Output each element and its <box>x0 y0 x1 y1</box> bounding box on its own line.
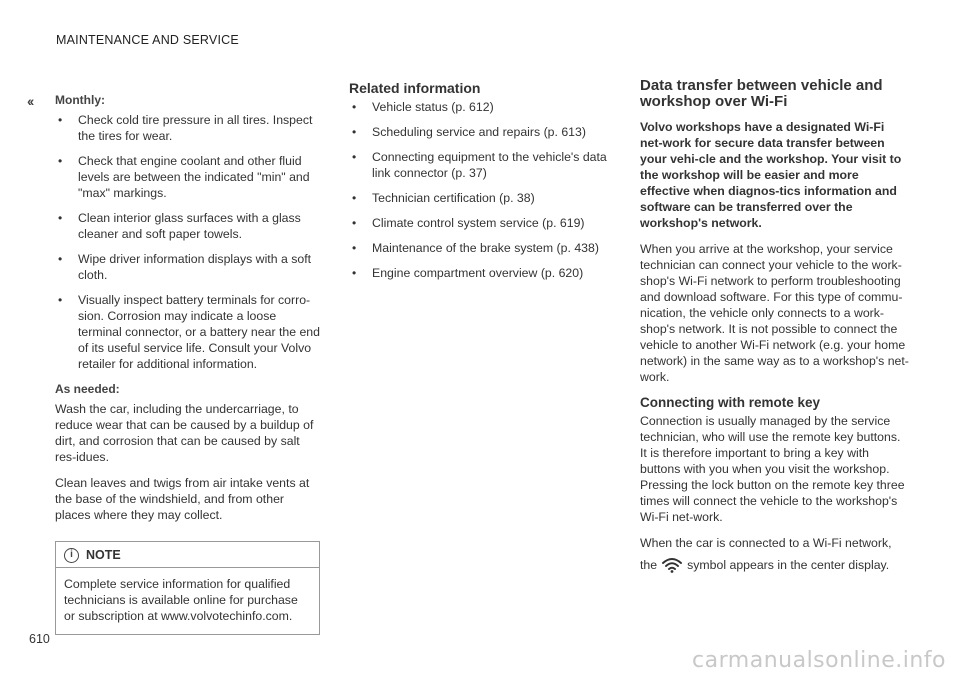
related-link-text[interactable]: Technician certification (p. 38) <box>372 191 535 205</box>
related-link[interactable] <box>349 240 607 256</box>
continued-mark: ‹‹ <box>27 93 33 109</box>
intro-paragraph: Volvo workshops have a designated Wi-Fi net-work for secure data transfer between your vehi-cle and the workshop. Your visit to the workshop will be easier and more effective when diagnos-tics information and software can be transferred over the workshop's network. <box>640 120 902 230</box>
column-middle <box>349 80 607 290</box>
related-link-text[interactable]: Climate control system service (p. 619) <box>372 216 585 230</box>
list-item <box>55 251 320 283</box>
related-link-text[interactable]: Vehicle status (p. 612) <box>372 100 494 114</box>
wifi-line-suffix: symbol appears in the center display. <box>687 558 890 572</box>
wifi-line-prefix: the <box>640 558 658 572</box>
as-needed-heading: As needed: <box>55 382 120 396</box>
related-link[interactable] <box>349 265 607 281</box>
as-needed-paragraph-1: Wash the car, including the undercarriage, to reduce wear that can be caused by a buildup of dirt, and corrosion that can be caused by salt res-idues. <box>55 402 314 464</box>
list-item <box>55 210 320 242</box>
bullet: • <box>352 241 357 255</box>
monthly-heading: Monthly: <box>55 93 105 107</box>
as-needed-paragraph-2: Clean leaves and twigs from air intake vents at the base of the windshield, and from other places where they may collect. <box>55 476 310 522</box>
monthly-list <box>55 112 320 372</box>
list-item <box>55 292 320 372</box>
list-item-text: Clean interior glass surfaces with a glass cleaner and soft paper towels. <box>78 211 301 241</box>
list-item-text: Check cold tire pressure in all tires. Inspect the tires for wear. <box>78 113 313 143</box>
bullet: • <box>58 211 63 225</box>
related-link-text[interactable]: Engine compartment overview (p. 620) <box>372 266 584 280</box>
related-links-list <box>349 99 607 281</box>
list-item-text: Check that engine coolant and other fluid levels are between the indicated "min" and "max" markings. <box>78 154 310 200</box>
related-link-text[interactable]: Scheduling service and repairs (p. 613) <box>372 125 586 139</box>
info-icon: i <box>64 548 79 563</box>
paragraph-remote-key: Connection is usually managed by the service technician, who will use the remote key buttons. It is therefore important to bring a key with buttons with you when you visit the workshop. Pressing the lock button on the remote key three times will connect the vehicle to the workshop's Wi-Fi net-work. <box>640 414 905 524</box>
bullet: • <box>352 191 357 205</box>
list-item <box>55 112 320 144</box>
related-link[interactable] <box>349 124 607 140</box>
column-left <box>55 92 320 635</box>
related-link[interactable] <box>349 99 607 115</box>
bullet: • <box>352 100 357 114</box>
bullet: • <box>58 154 63 168</box>
bullet: • <box>352 125 357 139</box>
list-item-text: Visually inspect battery terminals for corro-sion. Corrosion may indicate a loose terminal connector, or a battery near the end of its useful service life. Consult your Volvo retailer for additional information. <box>78 293 320 371</box>
bullet: • <box>58 252 63 266</box>
column-right <box>640 78 910 573</box>
watermark: carmanualsonline.info <box>692 648 946 673</box>
note-label: NOTE <box>86 548 121 562</box>
related-link-text[interactable]: Connecting equipment to the vehicle's data link connector (p. 37) <box>372 150 607 180</box>
related-link-text[interactable]: Maintenance of the brake system (p. 438) <box>372 241 599 255</box>
related-link[interactable] <box>349 190 607 206</box>
bullet: • <box>352 150 357 164</box>
note-header <box>56 542 319 568</box>
related-link[interactable] <box>349 215 607 231</box>
note-text: Complete service information for qualified technicians is available online for purchase or subscription at www.volvotechinfo.com. <box>64 577 298 623</box>
bullet: • <box>352 266 357 280</box>
related-link[interactable] <box>349 149 607 181</box>
wifi-icon <box>661 557 683 573</box>
related-information-heading: Related information <box>349 80 481 96</box>
note-box <box>55 541 320 635</box>
bullet: • <box>58 293 63 307</box>
bullet: • <box>352 216 357 230</box>
remote-key-heading: Connecting with remote key <box>640 395 821 410</box>
list-item-text: Wipe driver information displays with a soft cloth. <box>78 252 312 282</box>
page-number: 610 <box>29 632 50 646</box>
wifi-symbol-line <box>640 557 910 573</box>
section-heading: Data transfer between vehicle and workshop over Wi-Fi <box>640 77 883 110</box>
bullet: • <box>58 113 63 127</box>
paragraph-workshop-connection: When you arrive at the workshop, your service technician can connect your vehicle to the work-shop's Wi-Fi network to perform troubleshooting and download software. For this type of commu-nication, the vehicle only connects to a work-shop's network. It is not possible to connect the vehicle to another Wi-Fi network (e.g. your home network) in the same way as to a workshop's net-work. <box>640 242 909 384</box>
paragraph-wifi-connected: When the car is connected to a Wi-Fi network, <box>640 536 892 550</box>
running-header: MAINTENANCE AND SERVICE <box>56 33 239 47</box>
list-item <box>55 153 320 201</box>
